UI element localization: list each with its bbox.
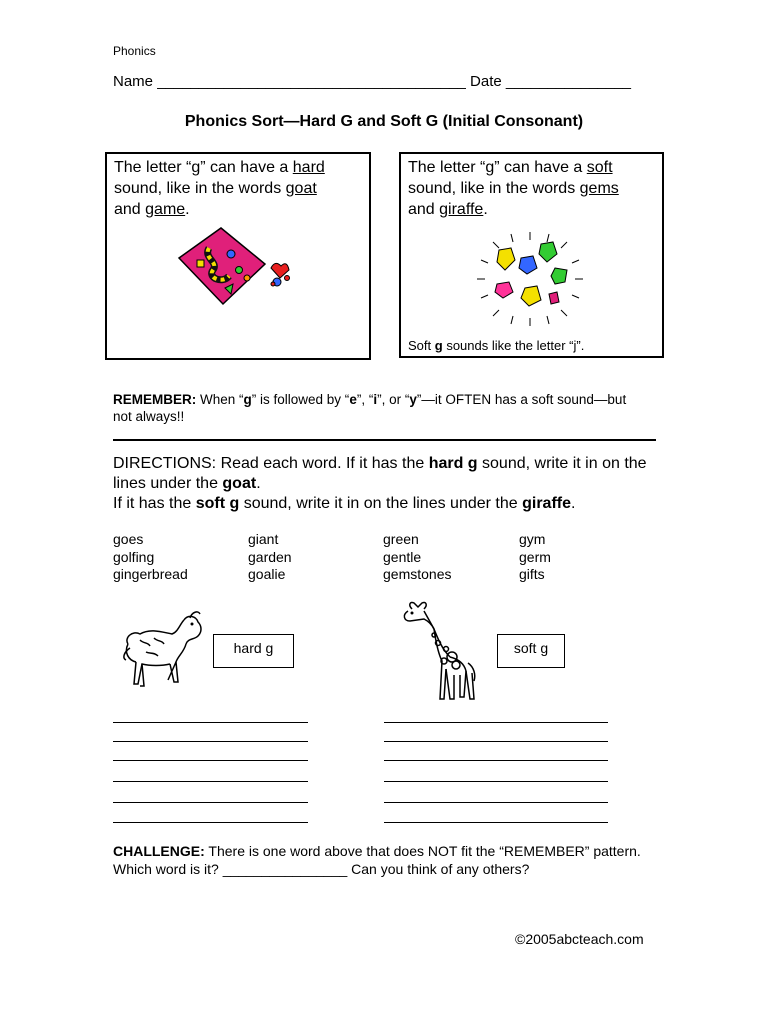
- list-item: gentle: [383, 548, 422, 565]
- word-gems: gems: [579, 180, 619, 197]
- date-blank[interactable]: _______________: [505, 73, 632, 90]
- copyright: ©2005abcteach.com: [515, 931, 644, 947]
- soft-g-write-line[interactable]: [384, 822, 608, 823]
- list-item: gifts: [519, 566, 545, 582]
- list-item: golfing: [113, 548, 155, 565]
- list-item: gemstones: [383, 566, 452, 582]
- directions: DIRECTIONS: Read each word. If it has the hard g sound, write it in on the lines under the goat. If it has the soft g sound, write it in on the lines under the giraffe.: [113, 455, 647, 512]
- word-soft: soft: [586, 159, 613, 176]
- list-item: green: [383, 531, 419, 547]
- word-giraffe: giraffe: [439, 201, 484, 218]
- hard-g-write-line[interactable]: [113, 822, 308, 823]
- name-blank[interactable]: _____________________________________: [157, 73, 466, 90]
- word-column-4: [519, 531, 551, 584]
- gems-icon: [475, 230, 585, 328]
- soft-g-write-line[interactable]: [384, 781, 608, 782]
- word-column-2: [248, 531, 292, 584]
- soft-g-write-line[interactable]: [384, 722, 608, 723]
- remember-note: REMEMBER: When “g” is followed by “e”, “i”, or “y”—it OFTEN has a soft sound—but not always!!: [113, 392, 627, 424]
- hard-g-label: hard g: [213, 634, 294, 668]
- list-item: gym: [519, 531, 546, 547]
- hard-g-write-line[interactable]: [113, 760, 308, 761]
- hard-g-box: [105, 152, 371, 360]
- soft-g-write-line[interactable]: [384, 760, 608, 761]
- list-item: garden: [248, 548, 292, 565]
- divider-line: [113, 439, 656, 441]
- list-item: germ: [519, 548, 551, 565]
- list-item: gingerbread: [113, 566, 188, 582]
- challenge-label: CHALLENGE:: [113, 843, 205, 859]
- goat-icon: [118, 610, 206, 694]
- soft-g-write-line[interactable]: [384, 741, 608, 742]
- subject-label: Phonics: [113, 44, 156, 58]
- hard-g-write-line[interactable]: [113, 722, 308, 723]
- word-column-1: [113, 531, 188, 584]
- hard-g-text: The letter “g” can have a hard sound, like in the words goat and game.: [114, 159, 325, 218]
- name-date-line: [113, 73, 631, 90]
- soft-g-note: Soft g sounds like the letter “j”.: [408, 338, 585, 353]
- soft-g-write-line[interactable]: [384, 802, 608, 803]
- giraffe-icon: [398, 599, 482, 705]
- word-column-3: [383, 531, 451, 584]
- hard-g-write-line[interactable]: [113, 802, 308, 803]
- soft-g-label: soft g: [497, 634, 565, 668]
- challenge-note: CHALLENGE: There is one word above that does NOT fit the “REMEMBER” pattern. Which word is it? ________________ Can you think of any others?: [113, 843, 641, 877]
- list-item: goalie: [248, 566, 286, 582]
- name-label: Name: [113, 73, 154, 90]
- page-title: Phonics Sort—Hard G and Soft G (Initial Consonant): [184, 113, 584, 130]
- word-hard: hard: [292, 159, 325, 176]
- word-goat: goat: [285, 180, 317, 197]
- list-item: goes: [113, 531, 144, 547]
- remember-label: REMEMBER:: [113, 392, 197, 407]
- soft-g-text: The letter “g” can have a soft sound, like in the words gems and giraffe.: [408, 159, 619, 218]
- list-item: giant: [248, 531, 279, 547]
- word-game: game: [145, 201, 186, 218]
- game-board-icon: [173, 224, 303, 314]
- hard-g-write-line[interactable]: [113, 781, 308, 782]
- hard-g-write-line[interactable]: [113, 741, 308, 742]
- soft-g-box: [399, 152, 664, 358]
- date-label: Date: [470, 73, 502, 90]
